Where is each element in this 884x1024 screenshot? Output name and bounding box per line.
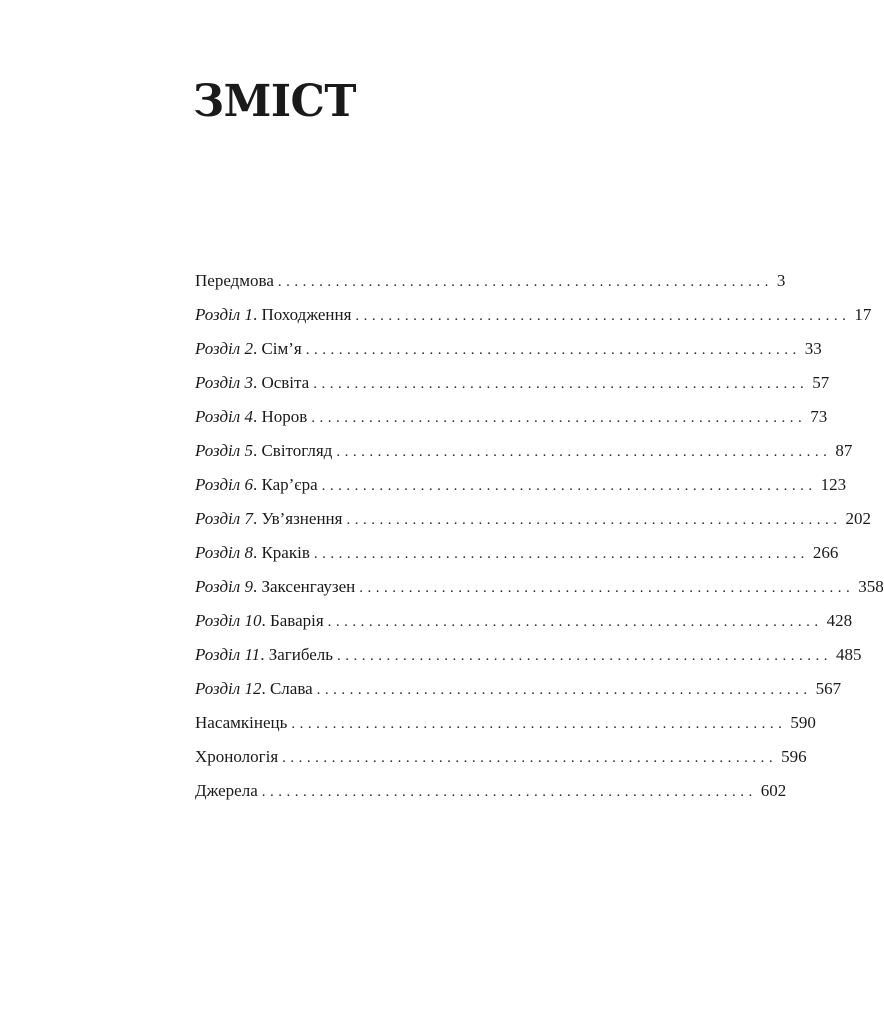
page-number: 3 [776, 271, 786, 290]
dot-leader: ............................................................ [277, 274, 773, 290]
dot-leader: ............................................................ [359, 580, 855, 596]
toc-entry [195, 638, 862, 672]
dot-leader: ............................................................ [282, 750, 778, 766]
table-of-contents [195, 264, 884, 808]
dot-leader: ............................................................ [355, 308, 851, 324]
toc-entry [195, 264, 786, 298]
chapter-title: . Кар’єра [252, 475, 318, 494]
toc-entry [195, 536, 839, 570]
chapter-title: Джерела [195, 781, 258, 800]
toc-entry [195, 706, 816, 740]
chapter-prefix: Розділ 6 [195, 475, 253, 494]
toc-entry-label [195, 400, 307, 434]
chapter-prefix: Розділ 5 [195, 441, 253, 460]
chapter-title: . Загибель [260, 645, 334, 664]
toc-entry [195, 502, 871, 536]
dot-leader: ............................................................ [336, 444, 832, 460]
chapter-title: . Світогляд [252, 441, 333, 460]
chapter-prefix: Розділ 3 [195, 373, 253, 392]
toc-entry-label [195, 706, 287, 740]
dot-leader: ............................................................ [313, 376, 809, 392]
chapter-title: . Краків [252, 543, 310, 562]
toc-entry-label [195, 638, 333, 672]
chapter-title: . Походження [252, 305, 352, 324]
toc-entry-label [195, 774, 258, 808]
page-number: 567 [815, 679, 842, 698]
dot-leader: ............................................................ [261, 784, 757, 800]
page-number: 57 [812, 373, 830, 392]
toc-entry-label [195, 332, 302, 366]
toc-entry [195, 468, 847, 502]
chapter-prefix: Розділ 10 [195, 611, 262, 630]
toc-entry-label [195, 740, 278, 774]
dot-leader: ............................................................ [327, 614, 823, 630]
dot-leader: ............................................................ [316, 682, 812, 698]
toc-entry [195, 604, 853, 638]
chapter-prefix: Розділ 7 [195, 509, 253, 528]
chapter-title: . Освіта [252, 373, 310, 392]
chapter-title: Передмова [195, 271, 274, 290]
chapter-title: . Баварія [261, 611, 324, 630]
dot-leader: ............................................................ [321, 478, 817, 494]
toc-entry-label [195, 468, 318, 502]
page-number: 602 [760, 781, 787, 800]
page-number: 33 [804, 339, 822, 358]
chapter-title: . Норов [252, 407, 308, 426]
page-number: 596 [781, 747, 807, 766]
page-number: 202 [845, 509, 871, 528]
toc-entry-label [195, 366, 309, 400]
page-number: 73 [810, 407, 828, 426]
chapter-prefix: Розділ 12 [195, 679, 262, 698]
toc-entry-label [195, 570, 355, 604]
chapter-title: . Заксенгаузен [252, 577, 356, 596]
toc-entry [195, 570, 884, 604]
toc-entry-label [195, 264, 274, 298]
toc-entry-label [195, 298, 351, 332]
toc-entry-label [195, 672, 313, 706]
toc-entry [195, 672, 842, 706]
page-title: ЗМІСТ [193, 76, 356, 127]
page-number: 17 [854, 305, 872, 324]
dot-leader: ............................................................ [337, 648, 833, 664]
toc-entry [195, 774, 787, 808]
chapter-title: . Слава [261, 679, 313, 698]
toc-entry [195, 400, 828, 434]
toc-entry-label [195, 434, 332, 468]
toc-entry [195, 740, 807, 774]
dot-leader: ............................................................ [346, 512, 842, 528]
chapter-prefix: Розділ 4 [195, 407, 253, 426]
page-number: 266 [812, 543, 839, 562]
toc-entry [195, 332, 822, 366]
toc-entry [195, 298, 872, 332]
page-number: 87 [835, 441, 853, 460]
chapter-prefix: Розділ 9 [195, 577, 253, 596]
page-number: 358 [858, 577, 884, 596]
chapter-prefix: Розділ 1 [195, 305, 253, 324]
dot-leader: ............................................................ [313, 546, 809, 562]
dot-leader: ............................................................ [311, 410, 807, 426]
page-number: 428 [826, 611, 853, 630]
toc-entry [195, 366, 830, 400]
chapter-title: Хронологія [195, 747, 279, 766]
toc-entry-label [195, 536, 310, 570]
dot-leader: ............................................................ [305, 342, 801, 358]
chapter-title: Насамкінець [195, 713, 288, 732]
chapter-title: . Сім’я [252, 339, 302, 358]
chapter-prefix: Розділ 11 [195, 645, 261, 664]
dot-leader: ............................................................ [291, 716, 787, 732]
chapter-prefix: Розділ 2 [195, 339, 253, 358]
toc-entry [195, 434, 853, 468]
toc-entry-label [195, 604, 324, 638]
chapter-title: . Ув’язнення [252, 509, 343, 528]
page-number: 590 [790, 713, 816, 732]
chapter-prefix: Розділ 8 [195, 543, 253, 562]
toc-entry-label [195, 502, 342, 536]
page-number: 123 [820, 475, 847, 494]
page-number: 485 [836, 645, 862, 664]
